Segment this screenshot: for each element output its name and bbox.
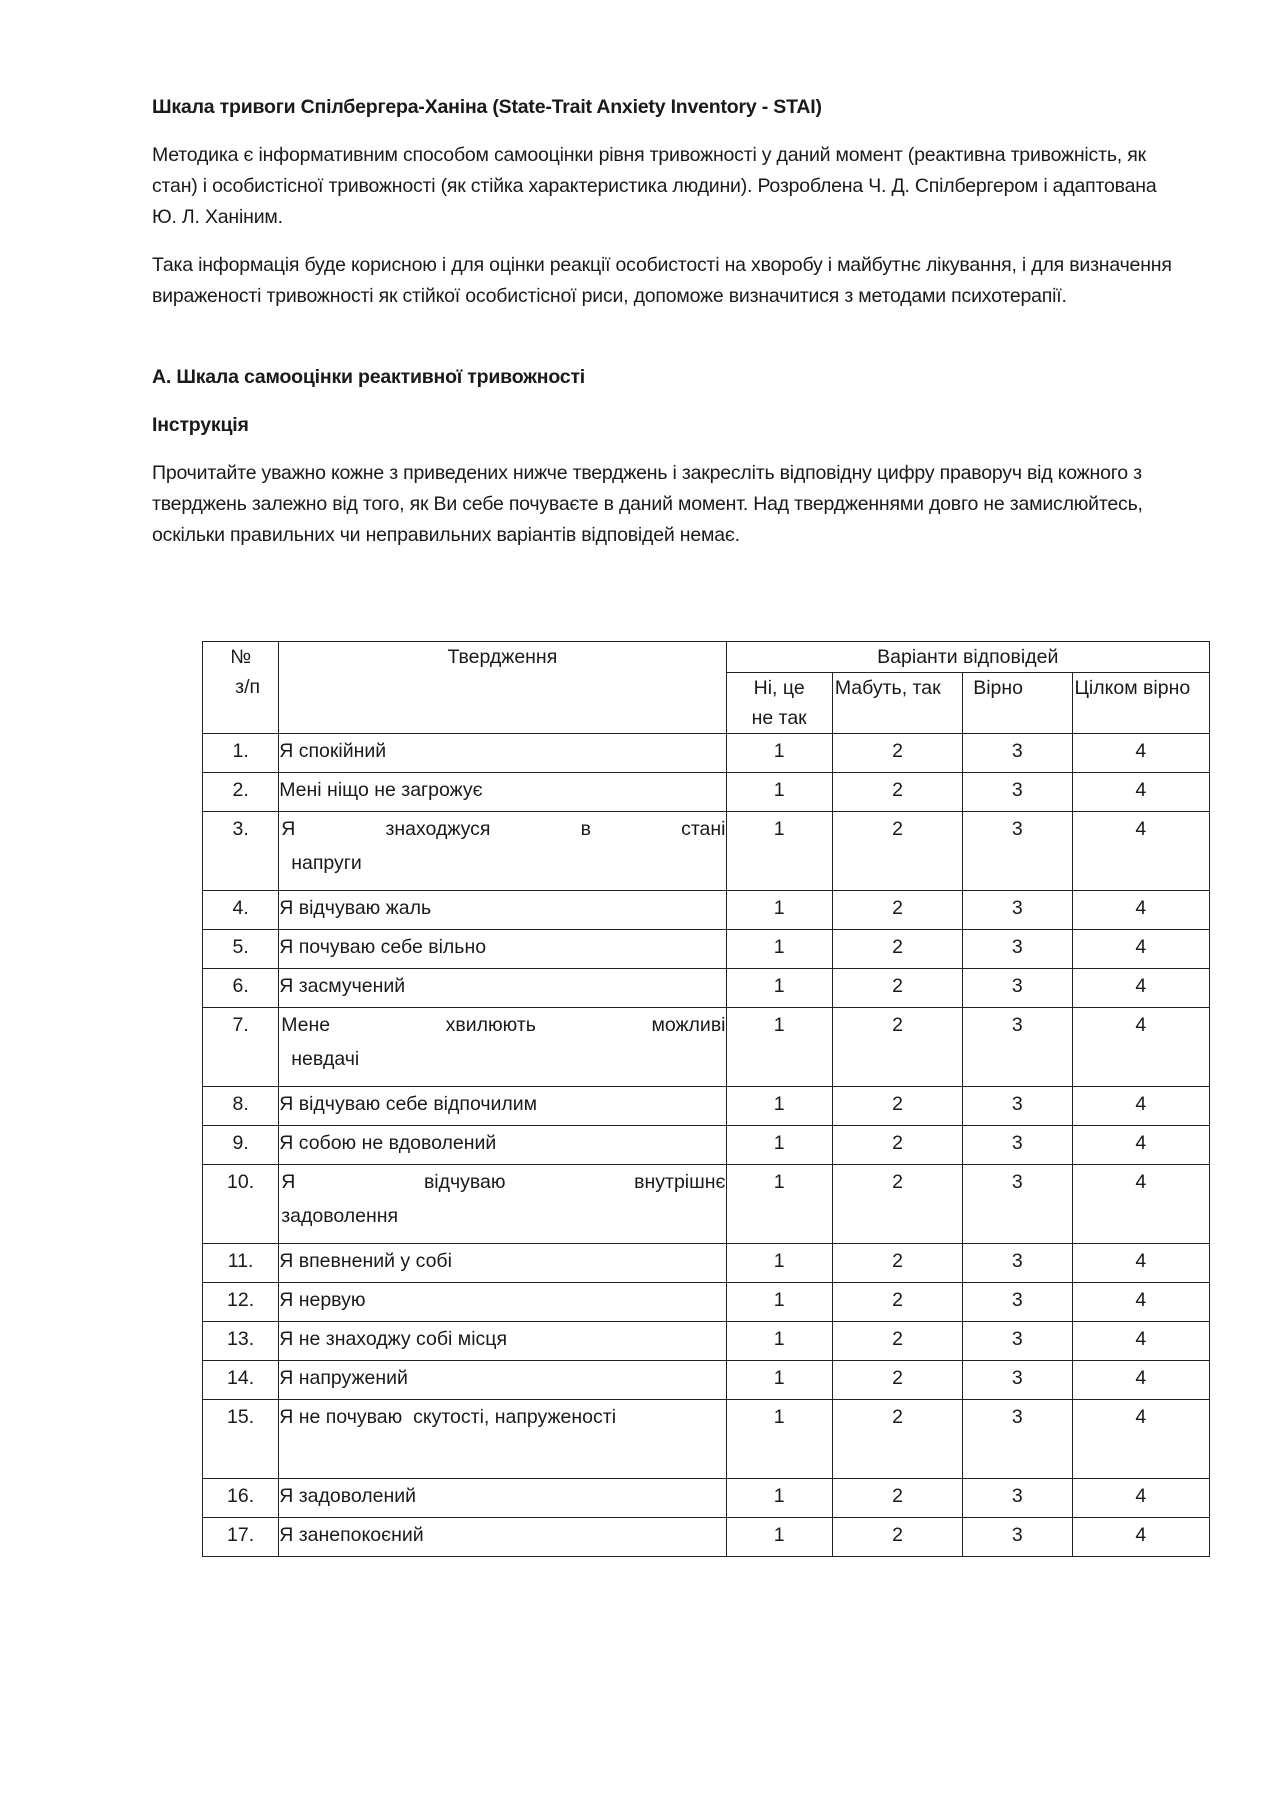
table-header-row xyxy=(203,642,1210,673)
row-number: 14. xyxy=(203,1361,279,1400)
answer-option-4[interactable]: 4 xyxy=(1072,930,1210,969)
instruction-heading: Інструкція xyxy=(152,414,249,436)
answer-option-2[interactable]: 2 xyxy=(832,1322,962,1361)
answer-option-1[interactable]: 1 xyxy=(726,1008,832,1087)
instruction-paragraph: Прочитайте уважно кожне з приведених нижче тверджень і закресліть відповідну цифру праворуч від кожного з тверджень залежно від того, як Ви себе почуваєте в даний момент. Над твердженнями довго не замислюйтесь, оскільки правильних чи неправильних варіантів відповідей немає. xyxy=(152,462,1143,546)
answer-option-4[interactable]: 4 xyxy=(1072,1283,1210,1322)
answer-option-2[interactable]: 2 xyxy=(832,969,962,1008)
answer-option-1[interactable]: 1 xyxy=(726,812,832,891)
row-number: 16. xyxy=(203,1479,279,1518)
table-row xyxy=(203,1479,1210,1518)
answer-option-4[interactable]: 4 xyxy=(1072,1400,1210,1479)
answer-option-2[interactable]: 2 xyxy=(832,1008,962,1087)
row-statement: Мене хвилюють можливі невдачі xyxy=(279,1008,726,1087)
row-statement: Я знаходжуся в стані напруги xyxy=(279,812,726,891)
section-a-heading: А. Шкала самооцінки реактивної тривожності xyxy=(152,366,586,388)
row-number: 17. xyxy=(203,1518,279,1557)
table-row xyxy=(203,969,1210,1008)
table-row xyxy=(203,1361,1210,1400)
row-statement: Я занепокоєний xyxy=(279,1518,726,1557)
answer-option-2[interactable]: 2 xyxy=(832,773,962,812)
row-statement: Я нервую xyxy=(279,1283,726,1322)
answer-option-2[interactable]: 2 xyxy=(832,1518,962,1557)
answer-option-3[interactable]: 3 xyxy=(963,812,1072,891)
answer-option-1[interactable]: 1 xyxy=(726,1165,832,1244)
answer-option-4[interactable]: 4 xyxy=(1072,1244,1210,1283)
row-statement: Я не знаходжу собі місця xyxy=(279,1322,726,1361)
row-statement: Мені ніщо не загрожує xyxy=(279,773,726,812)
answer-option-3[interactable]: 3 xyxy=(963,1479,1072,1518)
answer-option-4[interactable]: 4 xyxy=(1072,1008,1210,1087)
answer-option-3[interactable]: 3 xyxy=(963,1518,1072,1557)
answer-option-2[interactable]: 2 xyxy=(832,1479,962,1518)
answer-option-4[interactable]: 4 xyxy=(1072,969,1210,1008)
table-row xyxy=(203,1165,1210,1244)
table-row xyxy=(203,1518,1210,1557)
answer-option-2[interactable]: 2 xyxy=(832,891,962,930)
answer-option-1[interactable]: 1 xyxy=(726,1244,832,1283)
table-row xyxy=(203,1244,1210,1283)
row-statement: Я спокійний xyxy=(279,734,726,773)
answer-option-4[interactable]: 4 xyxy=(1072,1126,1210,1165)
row-number: 1. xyxy=(203,734,279,773)
row-number: 11. xyxy=(203,1244,279,1283)
row-number: 3. xyxy=(203,812,279,891)
row-number: 13. xyxy=(203,1322,279,1361)
answer-option-3[interactable]: 3 xyxy=(963,1400,1072,1479)
anxiety-scale-table xyxy=(202,641,1210,1557)
row-number: 5. xyxy=(203,930,279,969)
row-number: 10. xyxy=(203,1165,279,1244)
answer-option-1[interactable]: 1 xyxy=(726,1087,832,1126)
row-statement: Я відчуваю жаль xyxy=(279,891,726,930)
answer-option-2[interactable]: 2 xyxy=(832,930,962,969)
answer-option-1[interactable]: 1 xyxy=(726,1322,832,1361)
table-row xyxy=(203,891,1210,930)
header-answer-options: Варіанти відповідей xyxy=(726,642,1209,673)
answer-option-2[interactable]: 2 xyxy=(832,1361,962,1400)
answer-option-1[interactable]: 1 xyxy=(726,1479,832,1518)
header-option-probably: Мабуть, так xyxy=(832,673,962,734)
answer-option-4[interactable]: 4 xyxy=(1072,1165,1210,1244)
table-row xyxy=(203,812,1210,891)
answer-option-3[interactable]: 3 xyxy=(963,891,1072,930)
answer-option-3[interactable]: 3 xyxy=(963,773,1072,812)
answer-option-4[interactable]: 4 xyxy=(1072,773,1210,812)
answer-option-3[interactable]: 3 xyxy=(963,1361,1072,1400)
row-statement: Я не почуваю скутості, напруженості xyxy=(279,1400,726,1479)
answer-option-4[interactable]: 4 xyxy=(1072,891,1210,930)
answer-option-4[interactable]: 4 xyxy=(1072,734,1210,773)
document-title: Шкала тривоги Спілбергера-Ханіна (State-Trait Anxiety Inventory - STAI) xyxy=(152,96,822,118)
answer-option-4[interactable]: 4 xyxy=(1072,1518,1210,1557)
row-number: 2. xyxy=(203,773,279,812)
answer-option-2[interactable]: 2 xyxy=(832,1400,962,1479)
answer-option-2[interactable]: 2 xyxy=(832,812,962,891)
answer-option-1[interactable]: 1 xyxy=(726,891,832,930)
answer-option-3[interactable]: 3 xyxy=(963,1126,1072,1165)
header-option-true: Вірно xyxy=(963,673,1072,734)
row-statement: Я почуваю себе вільно xyxy=(279,930,726,969)
answer-option-4[interactable]: 4 xyxy=(1072,1361,1210,1400)
row-number: 4. xyxy=(203,891,279,930)
answer-option-1[interactable]: 1 xyxy=(726,734,832,773)
row-statement: Я відчуваю себе відпочилим xyxy=(279,1087,726,1126)
table-row xyxy=(203,1008,1210,1087)
row-statement: Я засмучений xyxy=(279,969,726,1008)
answer-option-3[interactable]: 3 xyxy=(963,1165,1072,1244)
header-option-completely-true: Цілком вірно xyxy=(1072,673,1210,734)
header-option-no: Ні, це не так xyxy=(726,673,832,734)
row-statement: Я задоволений xyxy=(279,1479,726,1518)
answer-option-3[interactable]: 3 xyxy=(963,969,1072,1008)
row-number: 7. xyxy=(203,1008,279,1087)
answer-option-2[interactable]: 2 xyxy=(832,1165,962,1244)
usage-paragraph: Така інформація буде корисною і для оцінки реакції особистості на хворобу і майбутнє лікування, і для визначення вираженості тривожності як стійкої особистісної риси, допоможе визначитися з методами психотерапії. xyxy=(152,254,1172,307)
answer-option-3[interactable]: 3 xyxy=(963,1283,1072,1322)
answer-option-2[interactable]: 2 xyxy=(832,1283,962,1322)
answer-option-1[interactable]: 1 xyxy=(726,1400,832,1479)
header-statement: Твердження xyxy=(279,642,726,734)
table-row xyxy=(203,734,1210,773)
answer-option-3[interactable]: 3 xyxy=(963,930,1072,969)
table-row xyxy=(203,1400,1210,1479)
answer-option-1[interactable]: 1 xyxy=(726,969,832,1008)
answer-option-4[interactable]: 4 xyxy=(1072,812,1210,891)
row-statement: Я впевнений у собі xyxy=(279,1244,726,1283)
table-row xyxy=(203,930,1210,969)
answer-option-1[interactable]: 1 xyxy=(726,1518,832,1557)
table-row xyxy=(203,1126,1210,1165)
answer-option-3[interactable]: 3 xyxy=(963,1008,1072,1087)
table-row xyxy=(203,1322,1210,1361)
answer-option-1[interactable]: 1 xyxy=(726,930,832,969)
row-number: 12. xyxy=(203,1283,279,1322)
answer-option-1[interactable]: 1 xyxy=(726,773,832,812)
table-row xyxy=(203,1283,1210,1322)
answer-option-1[interactable]: 1 xyxy=(726,1361,832,1400)
row-number: 15. xyxy=(203,1400,279,1479)
row-statement: Я собою не вдоволений xyxy=(279,1126,726,1165)
answer-option-1[interactable]: 1 xyxy=(726,1126,832,1165)
table-row xyxy=(203,1087,1210,1126)
answer-option-2[interactable]: 2 xyxy=(832,1126,962,1165)
answer-option-2[interactable]: 2 xyxy=(832,1087,962,1126)
answer-option-4[interactable]: 4 xyxy=(1072,1087,1210,1126)
answer-option-4[interactable]: 4 xyxy=(1072,1322,1210,1361)
answer-option-2[interactable]: 2 xyxy=(832,1244,962,1283)
answer-option-3[interactable]: 3 xyxy=(963,1322,1072,1361)
table-row xyxy=(203,773,1210,812)
answer-option-3[interactable]: 3 xyxy=(963,1244,1072,1283)
row-statement: Я напружений xyxy=(279,1361,726,1400)
row-number: 8. xyxy=(203,1087,279,1126)
answer-option-4[interactable]: 4 xyxy=(1072,1479,1210,1518)
header-number: № з/п xyxy=(203,642,279,734)
row-statement: Я відчуваю внутрішнє задоволення xyxy=(279,1165,726,1244)
answer-option-1[interactable]: 1 xyxy=(726,1283,832,1322)
answer-option-2[interactable]: 2 xyxy=(832,734,962,773)
answer-option-3[interactable]: 3 xyxy=(963,1087,1072,1126)
answer-option-3[interactable]: 3 xyxy=(963,734,1072,773)
row-number: 6. xyxy=(203,969,279,1008)
intro-paragraph: Методика є інформативним способом самооцінки рівня тривожності у даний момент (реактивна тривожність, як стан) і особистісної тривожності (як стійка характеристика людини). Розроблена Ч. Д. Спілбергером і адаптована Ю. Л. Ханіним. xyxy=(152,144,1157,228)
row-number: 9. xyxy=(203,1126,279,1165)
